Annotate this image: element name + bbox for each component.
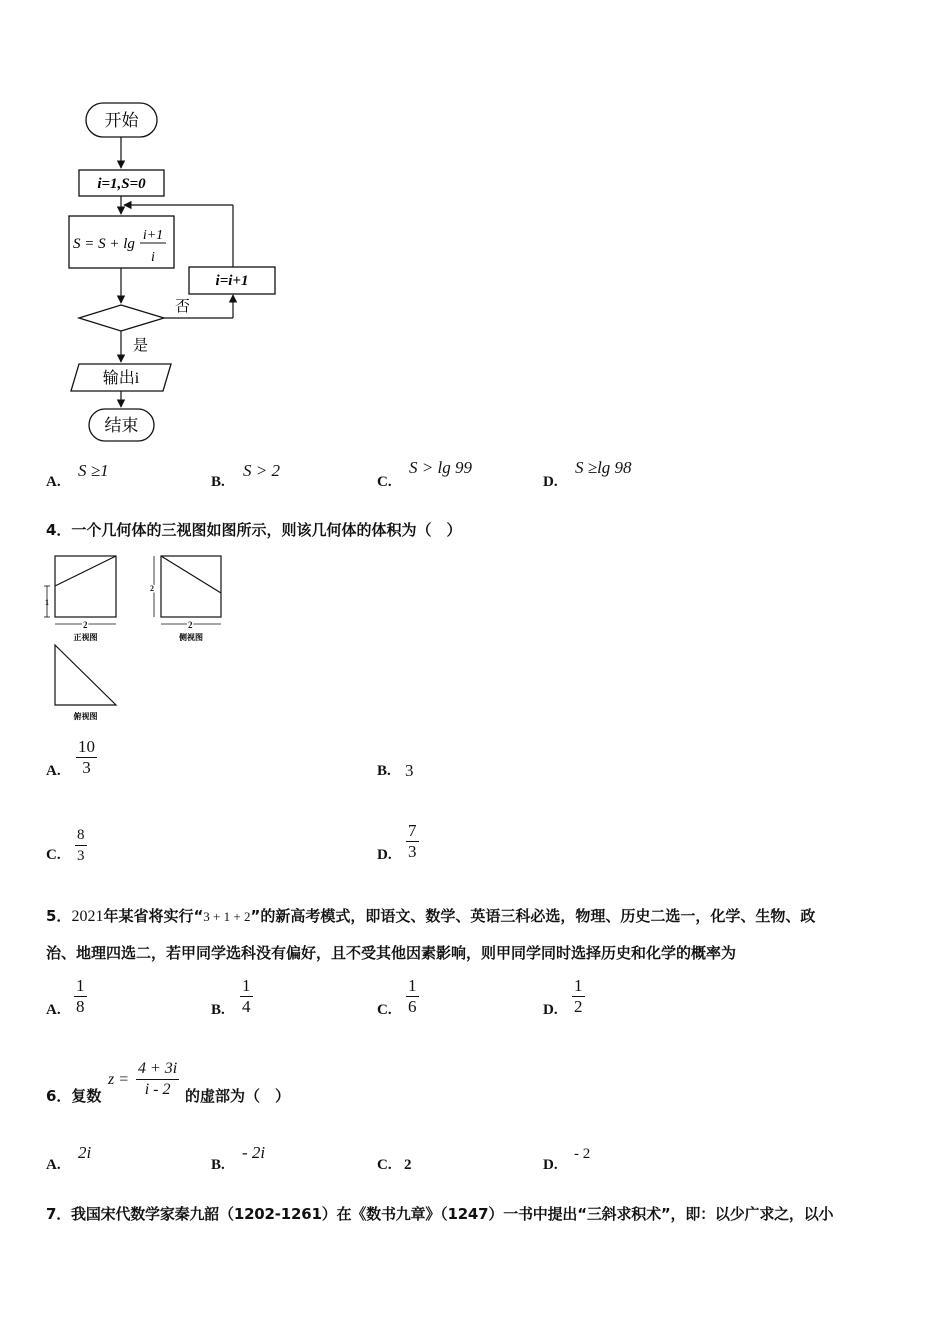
q4-option-a: $\frac{10}{3}$	[78, 737, 95, 777]
q5-option-b: $\frac{1}{4}$	[242, 976, 251, 1016]
q3-option-a: S ≥1	[78, 461, 109, 480]
q5-line1: 5．2021年某省将实行“3 + 1 + 2”的新高考模式，即语文、数学、英语三科必选，物理、历史二选一，化学、生物、政	[46, 907, 816, 925]
top-view-label: 俯视图	[73, 712, 98, 721]
q3-option-b: S > 2	[243, 461, 280, 480]
q6-prefix: 6．复数	[46, 1087, 102, 1105]
flow-start-text: 开始	[104, 111, 139, 130]
flowchart	[0, 0, 300, 460]
q3-option-b-letter: B.	[211, 474, 225, 490]
side-view-height: 2	[150, 584, 154, 593]
flow-update-num: i+1	[142, 228, 164, 243]
q6-fraction: $\frac{4 + 3i}{i - 2}$	[138, 1060, 178, 1098]
q5-option-d-letter: D.	[543, 1002, 558, 1018]
q7-stem: 7．我国宋代数学家秦九韶（1202-1261）在《数书九章》（1247）一书中提出“三斜求积术”，即：以少广求之，以小	[46, 1205, 834, 1223]
q3-option-a-letter: A.	[46, 474, 61, 490]
flow-no-label: 否	[175, 299, 191, 315]
flow-update-den: i	[151, 250, 155, 265]
q6-option-a-letter: A.	[46, 1157, 61, 1173]
q5-option-a: $\frac{1}{8}$	[76, 976, 85, 1016]
q4-option-b-letter: B.	[377, 763, 391, 779]
q5-option-d: $\frac{1}{2}$	[574, 976, 583, 1016]
flow-update-lhs: S = S + lg	[73, 236, 135, 252]
side-view-label: 侧视图	[179, 633, 203, 642]
q6-option-d-letter: D.	[543, 1157, 558, 1173]
q4-option-d: $\frac{7}{3}$	[408, 821, 417, 861]
front-view-height: 1	[45, 598, 49, 607]
q4-option-c: $\frac{8}{3}$	[77, 827, 85, 864]
q3-option-c-letter: C.	[377, 474, 392, 490]
q6-option-c: 2	[404, 1157, 412, 1173]
q6-z: z =	[108, 1071, 130, 1088]
flow-init-text: i=1,S=0	[97, 176, 146, 192]
q3-option-d-letter: D.	[543, 474, 558, 490]
q5-option-b-letter: B.	[211, 1002, 225, 1018]
q6-option-b: - 2i	[242, 1143, 266, 1162]
q4-option-d-letter: D.	[377, 847, 392, 863]
flow-increment-text: i=i+1	[215, 273, 249, 289]
q5-line2: 治、地理四选二，若甲同学选科没有偏好，且不受其他因素影响，则甲同学同时选择历史和化学的概率为	[46, 944, 737, 962]
q6-option-a: 2i	[78, 1143, 92, 1162]
q4-stem: 4．一个几何体的三视图如图所示，则该几何体的体积为（ ）	[46, 521, 462, 539]
q4-option-c-letter: C.	[46, 847, 61, 863]
side-view-width: 2	[188, 620, 193, 630]
q5-option-c: $\frac{1}{6}$	[408, 976, 417, 1016]
q3-option-d: S ≥lg 98	[575, 458, 632, 477]
q4-option-b: 3	[405, 761, 414, 780]
front-view-label: 正视图	[73, 633, 98, 642]
q6-suffix: 的虚部为（ ）	[185, 1087, 291, 1105]
q6-option-d: - 2	[574, 1146, 591, 1162]
front-view-width: 2	[83, 620, 88, 630]
q6-option-c-letter: C.	[377, 1157, 392, 1173]
q6-option-b-letter: B.	[211, 1157, 225, 1173]
q5-option-c-letter: C.	[377, 1002, 392, 1018]
q3-option-c: S > lg 99	[409, 458, 472, 477]
flow-end-text: 结束	[104, 416, 139, 435]
three-views-figure	[40, 550, 240, 725]
q4-option-a-letter: A.	[46, 763, 61, 779]
flow-decision	[79, 305, 164, 331]
flow-output-text: 输出i	[102, 370, 140, 387]
q5-option-a-letter: A.	[46, 1002, 61, 1018]
flow-yes-label: 是	[133, 338, 149, 354]
